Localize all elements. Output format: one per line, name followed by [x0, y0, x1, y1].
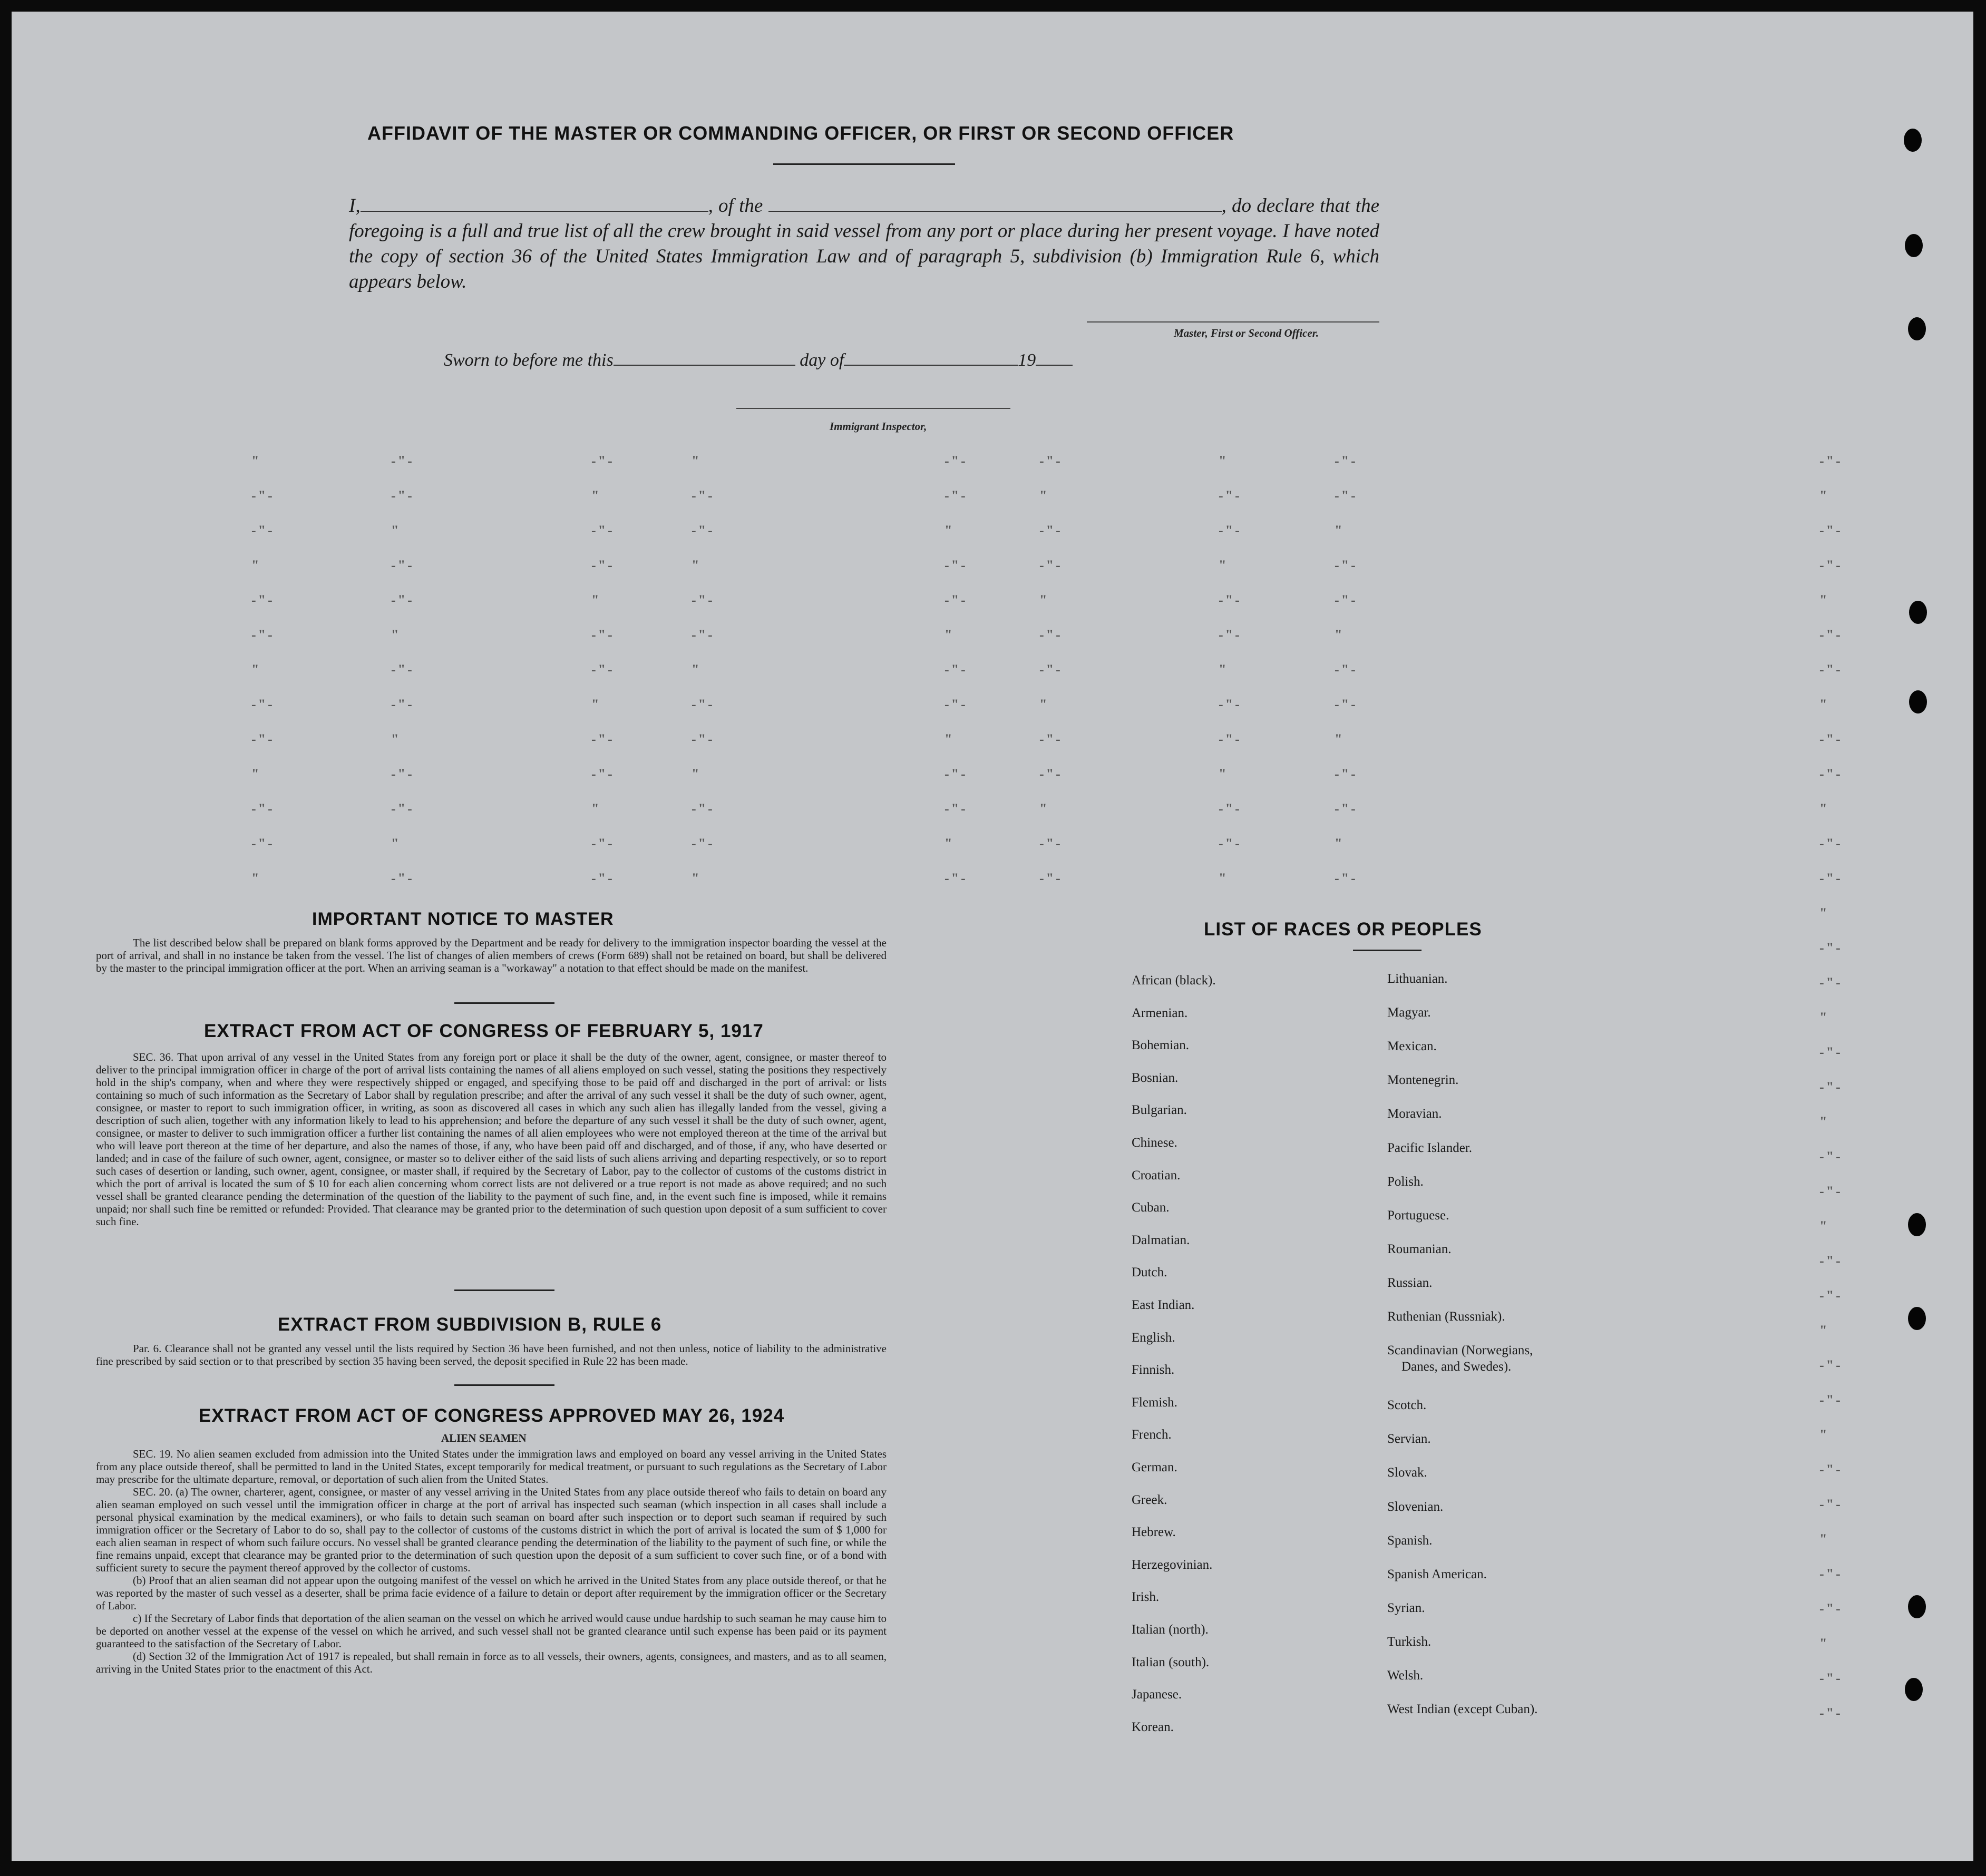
ditto-mark: " [1335, 627, 1345, 642]
ditto-mark: -"- [391, 453, 414, 468]
ditto-mark: -"- [1335, 488, 1358, 503]
binder-hole-6 [1908, 1213, 1926, 1236]
ditto-mark: " [591, 697, 601, 712]
affidavit-title: AFFIDAVIT OF THE MASTER OR COMMANDING OFFICER, OR FIRST OR SECOND OFFICER [367, 122, 1234, 144]
ditto-mark: " [251, 871, 261, 886]
ditto-mark: " [1819, 592, 1829, 608]
ditto-mark: " [1335, 523, 1345, 538]
race-item: Irish. [1132, 1590, 1160, 1605]
ditto-mark: -"- [692, 592, 715, 608]
par-6-paragraph: Par. 6. Clearance shall not be granted any vessel until the lists required by Section 36 have been furnished, and not then unless, notice of liability to the administrative fine prescribed by said section or to that prescribed by section 35 having been served, the deposit specified in Rule 22 has been made. [96, 1342, 887, 1367]
ditto-mark: " [251, 453, 261, 468]
ditto-mark: -"- [1819, 1253, 1843, 1268]
ditto-mark: " [692, 662, 702, 677]
ditto-mark: -"- [1335, 697, 1358, 712]
ditto-mark: -"- [1335, 558, 1358, 573]
ditto-mark: -"- [945, 488, 968, 503]
race-item: Scotch. [1387, 1398, 1427, 1413]
ditto-mark: -"- [391, 871, 414, 886]
ditto-mark: -"- [1819, 1601, 1843, 1616]
race-item: Scandinavian (Norwegians, [1387, 1343, 1533, 1358]
race-item: Syrian. [1387, 1600, 1425, 1615]
race-item: Korean. [1132, 1719, 1174, 1734]
race-item: Herzegovinian. [1132, 1557, 1213, 1572]
ditto-mark: " [692, 453, 702, 468]
ditto-mark: -"- [1219, 627, 1242, 642]
vessel-blank[interactable] [768, 195, 1222, 212]
race-item: Portuguese. [1387, 1208, 1449, 1223]
ditto-mark: " [251, 766, 261, 781]
form-page [12, 12, 1973, 1861]
ditto-mark: " [391, 523, 401, 538]
affidavit-body: that the foregoing is a full and true list of all the crew brought in said vessel from any port or place during her present voyage. I have noted the copy of section 36 of the United States Immigration Law and of paragraph 5, subdivision (b) Immigration Rule 6, which appears below. [349, 195, 1380, 292]
ditto-mark: -"- [1219, 801, 1242, 816]
sworn-month-blank[interactable] [844, 349, 1018, 366]
ditto-mark: " [1819, 1218, 1829, 1234]
ditto-mark: -"- [391, 488, 414, 503]
ditto-mark: " [591, 488, 601, 503]
binder-hole-4 [1909, 601, 1927, 624]
ditto-mark: -"- [945, 697, 968, 712]
ditto-mark: -"- [1819, 523, 1843, 538]
race-item: Bulgarian. [1132, 1103, 1187, 1118]
ditto-mark: " [1335, 731, 1345, 747]
race-item: Dalmatian. [1132, 1233, 1190, 1247]
ditto-mark: -"- [591, 523, 615, 538]
race-item: Chinese. [1132, 1136, 1177, 1150]
ditto-mark: -"- [1819, 453, 1843, 468]
race-item: Armenian. [1132, 1005, 1188, 1020]
affidavit-i: I, [349, 195, 361, 217]
race-item: Pacific Islander. [1387, 1140, 1473, 1155]
ditto-mark: " [1819, 697, 1829, 712]
ditto-mark: -"- [251, 697, 275, 712]
ditto-mark: -"- [251, 627, 275, 642]
ditto-mark: -"- [1819, 1670, 1843, 1686]
race-item: Bohemian. [1132, 1038, 1190, 1053]
ditto-mark: -"- [692, 697, 715, 712]
ditto-mark: -"- [1219, 731, 1242, 747]
race-item: Croatian. [1132, 1168, 1181, 1183]
extract-rule6-text [96, 1342, 887, 1367]
ditto-mark: -"- [692, 523, 715, 538]
notice-paragraph: The list described below shall be prepared on blank forms approved by the Department and be ready for delivery to the immigration inspector boarding the vessel at the port of arrival, and shall in no instance be taken from the vessel. The list of changes of alien members of crews (Form 689) shall not be retained on board, but shall be delivered by the master to the principal immigration officer at the port. When an arriving seaman is a "workaway" a notation to that effect should be made on the manifest. [96, 936, 887, 974]
ditto-mark: " [1819, 1427, 1829, 1442]
ditto-mark: -"- [251, 731, 275, 747]
race-item: Turkish. [1387, 1634, 1432, 1649]
ditto-mark: -"- [251, 592, 275, 608]
race-item: French. [1132, 1428, 1172, 1442]
race-item: Polish. [1387, 1174, 1424, 1189]
binder-hole-2 [1905, 234, 1923, 257]
ditto-mark: -"- [1039, 558, 1063, 573]
sec-20d-paragraph: (d) Section 32 of the Immigration Act of 1917 is repealed, but shall remain in force as to all vessels, their owners, agents, consignees, and masters, and as to all seamen, arriving in the United States prior to the enactment of this Act. [96, 1650, 887, 1675]
affidavit-text [349, 193, 1379, 295]
ditto-mark: " [945, 836, 955, 851]
ditto-mark: -"- [1219, 488, 1242, 503]
ditto-mark: -"- [1819, 836, 1843, 851]
ditto-mark: " [692, 766, 702, 781]
ditto-mark: -"- [591, 836, 615, 851]
ditto-mark: -"- [1819, 1288, 1843, 1303]
ditto-mark: -"- [1219, 697, 1242, 712]
ditto-mark: " [1219, 766, 1229, 781]
sworn-year-blank[interactable] [1036, 349, 1073, 366]
ditto-mark: " [1819, 1636, 1829, 1651]
sworn-prefix: Sworn to before me this [444, 350, 614, 370]
race-item: Hebrew. [1132, 1525, 1176, 1540]
ditto-mark: " [251, 558, 261, 573]
race-item: Ruthenian (Russniak). [1387, 1310, 1505, 1324]
ditto-mark: -"- [1335, 801, 1358, 816]
race-item: Greek. [1132, 1492, 1167, 1507]
extract-1924-title: EXTRACT FROM ACT OF CONGRESS APPROVED MAY 26, 1924 [199, 1405, 785, 1426]
ditto-mark: -"- [1039, 836, 1063, 851]
race-item: Bosnian. [1132, 1070, 1179, 1085]
ditto-mark: -"- [1819, 731, 1843, 747]
ditto-mark: -"- [1335, 592, 1358, 608]
ditto-mark: -"- [1039, 627, 1063, 642]
ditto-mark: -"- [391, 592, 414, 608]
ditto-mark: -"- [1819, 1497, 1843, 1512]
race-item: Magyar. [1387, 1005, 1431, 1020]
affidavit-do-declare: , do declare [1221, 195, 1315, 217]
extract-1917-text [96, 1051, 887, 1228]
ditto-mark: -"- [1219, 836, 1242, 851]
binder-hole-7 [1908, 1307, 1926, 1330]
sworn-day-blank[interactable] [614, 349, 795, 366]
name-blank[interactable] [361, 195, 708, 212]
ditto-mark: " [1039, 697, 1049, 712]
ditto-mark: -"- [1039, 731, 1063, 747]
ditto-mark: -"- [692, 836, 715, 851]
ditto-mark: " [1219, 453, 1229, 468]
ditto-mark: " [591, 801, 601, 816]
ditto-mark: " [1219, 871, 1229, 886]
binder-hole-1 [1904, 129, 1922, 152]
race-item: Mexican. [1387, 1039, 1437, 1054]
ditto-mark: -"- [1335, 662, 1358, 677]
ditto-mark: -"- [945, 592, 968, 608]
ditto-mark: -"- [1819, 1184, 1843, 1199]
extract-1924-subtitle: ALIEN SEAMEN [441, 1432, 527, 1444]
ditto-mark: " [1219, 662, 1229, 677]
race-item: Moravian. [1387, 1107, 1442, 1121]
ditto-mark: -"- [692, 801, 715, 816]
notice-title: IMPORTANT NOTICE TO MASTER [312, 909, 614, 929]
ditto-mark: " [1819, 1323, 1829, 1338]
ditto-mark: -"- [1039, 523, 1063, 538]
ditto-mark: -"- [1819, 1462, 1843, 1477]
inspector-label: Immigrant Inspector, [830, 420, 927, 433]
ditto-mark: -"- [945, 871, 968, 886]
ditto-mark: -"- [1335, 871, 1358, 886]
ditto-mark: " [1819, 1010, 1829, 1025]
inspector-signature-line[interactable] [736, 408, 1010, 409]
ditto-mark: " [391, 731, 401, 747]
ditto-mark: " [591, 592, 601, 608]
ditto-mark: -"- [391, 558, 414, 573]
ditto-mark: -"- [692, 488, 715, 503]
extract-rule6-divider [454, 1384, 554, 1386]
ditto-mark: -"- [1819, 1392, 1843, 1408]
race-item: Montenegrin. [1387, 1073, 1459, 1088]
sec-20b-paragraph: (b) Proof that an alien seaman did not appear upon the outgoing manifest of the vessel on which he arrived in the United States from any place outside thereof, or that he was reported by the master of such vessel as a deserter, shall be prima facie evidence of a failure to detain or deport after requirement by the immigration officer or the Secretary of Labor. [96, 1574, 887, 1612]
ditto-mark: -"- [1819, 975, 1843, 990]
ditto-mark: -"- [1819, 871, 1843, 886]
ditto-mark: " [945, 731, 955, 747]
ditto-mark: -"- [391, 801, 414, 816]
races-title-underline [1353, 950, 1422, 951]
ditto-mark: -"- [591, 558, 615, 573]
ditto-mark: -"- [945, 558, 968, 573]
extract-rule6-title: EXTRACT FROM SUBDIVISION B, RULE 6 [278, 1314, 662, 1335]
ditto-mark: -"- [1819, 1044, 1843, 1060]
binder-hole-8 [1908, 1595, 1926, 1618]
ditto-mark: -"- [945, 766, 968, 781]
race-item: Lithuanian. [1387, 972, 1448, 986]
ditto-mark: -"- [1819, 558, 1843, 573]
ditto-mark: -"- [1219, 592, 1242, 608]
ditto-mark: -"- [1039, 453, 1063, 468]
ditto-mark: -"- [1039, 662, 1063, 677]
binder-hole-3 [1908, 317, 1926, 340]
ditto-mark: -"- [251, 801, 275, 816]
ditto-mark: " [251, 662, 261, 677]
ditto-mark: " [1819, 1531, 1829, 1547]
binder-hole-9 [1905, 1678, 1923, 1701]
race-item: German. [1132, 1460, 1177, 1474]
race-item: English. [1132, 1330, 1175, 1345]
race-item: Roumanian. [1387, 1242, 1452, 1256]
race-item: Spanish American. [1387, 1567, 1487, 1581]
ditto-mark: -"- [1819, 627, 1843, 642]
ditto-mark: -"- [1819, 662, 1843, 677]
ditto-mark: -"- [591, 766, 615, 781]
ditto-mark: " [1819, 1114, 1829, 1129]
ditto-mark: -"- [1819, 1149, 1843, 1164]
ditto-mark: " [692, 558, 702, 573]
ditto-mark: -"- [391, 662, 414, 677]
ditto-mark: -"- [692, 627, 715, 642]
ditto-mark: -"- [591, 662, 615, 677]
ditto-mark: -"- [1819, 1705, 1843, 1721]
ditto-mark: " [1039, 801, 1049, 816]
races-title: LIST OF RACES OR PEOPLES [1204, 919, 1482, 940]
race-item: Spanish. [1387, 1533, 1433, 1548]
ditto-mark: -"- [1335, 453, 1358, 468]
extract-1924-text [96, 1448, 887, 1675]
ditto-mark: -"- [591, 731, 615, 747]
ditto-mark: " [1039, 592, 1049, 608]
ditto-mark: -"- [591, 453, 615, 468]
ditto-mark: " [945, 627, 955, 642]
ditto-mark: " [945, 523, 955, 538]
race-item: Finnish. [1132, 1363, 1175, 1377]
ditto-mark: -"- [945, 801, 968, 816]
sworn-day-of: day of [800, 350, 844, 370]
ditto-mark: -"- [1335, 766, 1358, 781]
section-36-paragraph: SEC. 36. That upon arrival of any vessel in the United States from any foreign port or place it shall be the duty of the owner, agent, consignee, or master thereof to deliver to the principal immigration officer in charge of the port of arrival lists containing the names of all aliens employed on such vessel, stating the positions they respectively hold in the ship's company, when and where they were respectively shipped or engaged, and specifying those to be paid off and discharged in the port of arrival: or lists containing so much of such information as the Secretary of Labor shall by regulation prescribe; and after the arrival of any such vessel it shall be the duty of such owner, agent, consignee, or master to report to such immigration officer, in writing, as soon as discovered all cases in which any such alien has illegally landed from the vessel, giving a description of such alien, together with any information likely to lead to his apprehension; and before the departure of any such vessel it shall be the duty of such owner, agent, consignee, or master to deliver to such immigration officer a further list containing the names of all alien employees who were not employed thereon at the time of the arrival but who will leave port thereon at the time of her departure, and also the names of those, if any, who have been paid off and discharged, and of those, if any, who have deserted or landed; and in case of the failure of such owner, agent, consignee, or master so to deliver either of the said lists of such aliens arriving and departing respectively, or so to report such cases of desertion or landing, such owner, agent, consignee, or master shall, if required by the Secretary of Labor, pay to the collector of customs of the customs district in which the port of arrival is located the sum of $ 10 for each alien concerning whom correct lists are not delivered or a true report is not made as above required; and no such vessel shall be granted clearance pending the determination of the question of the liability to the payment of such fine, and, in the event such fine is imposed, while it remains unpaid; nor shall such fine be remitted or refunded: Provided. That clearance may be granted prior to the determination of such question upon deposit of a sum sufficient to cover such fine. [96, 1051, 887, 1228]
ditto-mark: -"- [1819, 940, 1843, 955]
ditto-mark: -"- [1039, 766, 1063, 781]
race-item: Servian. [1387, 1432, 1431, 1447]
race-item: Japanese. [1132, 1687, 1182, 1702]
ditto-mark: -"- [251, 488, 275, 503]
ditto-mark: -"- [591, 627, 615, 642]
signature-line[interactable] [1087, 321, 1379, 323]
signature-label: Master, First or Second Officer. [1174, 327, 1319, 339]
race-scandinavian-continued: Danes, and Swedes). [1401, 1360, 1512, 1374]
race-item: Cuban. [1132, 1200, 1170, 1215]
ditto-mark: " [692, 871, 702, 886]
race-item: East Indian. [1132, 1298, 1195, 1312]
ditto-mark: " [1819, 905, 1829, 921]
ditto-mark: -"- [1819, 1357, 1843, 1373]
sec-20a-paragraph: SEC. 20. (a) The owner, charterer, agent, consignee, or master of any vessel arriving in the United States from any place outside thereof who fails to detain on board any alien seaman employed on such vessel until the immigration officer in charge at the port of arrival has inspected such seaman (which inspection in all cases shall include a personal physical examination by the medical examiners), or who fails to detain such seaman on board after such inspection or to deport such seaman if required by such immigration officer or the Secretary of Labor to do so, shall pay to the collector of customs of the customs district in which the port of arrival is located the sum of $ 1,000 for each alien seaman in respect of whom such failure occurs. No vessel shall be granted clearance pending the determination of the liability to the payment of such fine, or while the fine remains unpaid, except that clearance may be granted prior to the determination of such question upon the deposit of a sum sufficient to cover such fine, or of a bond with sufficient surety to secure the payment thereof approved by the collector of customs. [96, 1486, 887, 1574]
sec-19-paragraph: SEC. 19. No alien seamen excluded from admission into the United States under the immigration laws and employed on board any vessel arriving in the United States from any place outside thereof, shall be permitted to land in the United States, except temporarily for medical treatment, or pursuant to such regulations as the Secretary of Labor may prescribe for the ultimate departure, removal, or deportation of such alien from the United States. [96, 1448, 887, 1486]
race-item: Italian (north). [1132, 1623, 1209, 1637]
race-item: Dutch. [1132, 1265, 1167, 1280]
extract-1917-title: EXTRACT FROM ACT OF CONGRESS OF FEBRUARY 5, 1917 [204, 1021, 764, 1041]
ditto-mark: -"- [1819, 1079, 1843, 1095]
race-item: Welsh. [1387, 1668, 1424, 1683]
ditto-mark: -"- [251, 523, 275, 538]
ditto-mark: " [391, 836, 401, 851]
ditto-mark: " [1219, 558, 1229, 573]
ditto-mark: -"- [945, 453, 968, 468]
ditto-mark: " [1039, 488, 1049, 503]
affidavit-of-the: , of the [708, 195, 763, 217]
ditto-mark: -"- [1819, 766, 1843, 781]
sec-20c-paragraph: c) If the Secretary of Labor finds that deportation of the alien seaman on the vessel on which he arrived would cause undue hardship to such seaman he may cause him to be deported on another vessel at the expense of the vessel on which he arrived, and such vessel shall not be granted clearance until such expense has been paid or its payment guaranteed to the satisfaction of the Secretary of Labor. [96, 1612, 887, 1650]
race-item: Slovenian. [1387, 1499, 1444, 1514]
ditto-mark: -"- [945, 662, 968, 677]
race-item: African (black). [1132, 973, 1216, 988]
race-item: Flemish. [1132, 1395, 1177, 1410]
notice-text [96, 936, 887, 974]
sworn-year: 19 [1018, 350, 1036, 370]
race-item: Slovak. [1387, 1465, 1427, 1480]
ditto-mark: -"- [251, 836, 275, 851]
binder-hole-5 [1909, 690, 1927, 714]
ditto-mark: " [1819, 488, 1829, 503]
ditto-mark: -"- [391, 697, 414, 712]
extract-1917-divider [454, 1289, 554, 1291]
race-item: Russian. [1387, 1275, 1433, 1290]
sworn-line [444, 349, 1073, 370]
ditto-mark: -"- [591, 871, 615, 886]
race-item: West Indian (except Cuban). [1387, 1702, 1538, 1717]
affidavit-title-underline [773, 163, 955, 165]
ditto-mark: -"- [692, 731, 715, 747]
ditto-mark: " [1819, 801, 1829, 816]
ditto-mark: -"- [1219, 523, 1242, 538]
ditto-mark: " [1335, 836, 1345, 851]
ditto-mark: -"- [1819, 1566, 1843, 1581]
ditto-mark: -"- [1039, 871, 1063, 886]
race-item: Italian (south). [1132, 1655, 1210, 1669]
ditto-mark: -"- [391, 766, 414, 781]
notice-divider [454, 1002, 554, 1004]
ditto-mark: " [391, 627, 401, 642]
